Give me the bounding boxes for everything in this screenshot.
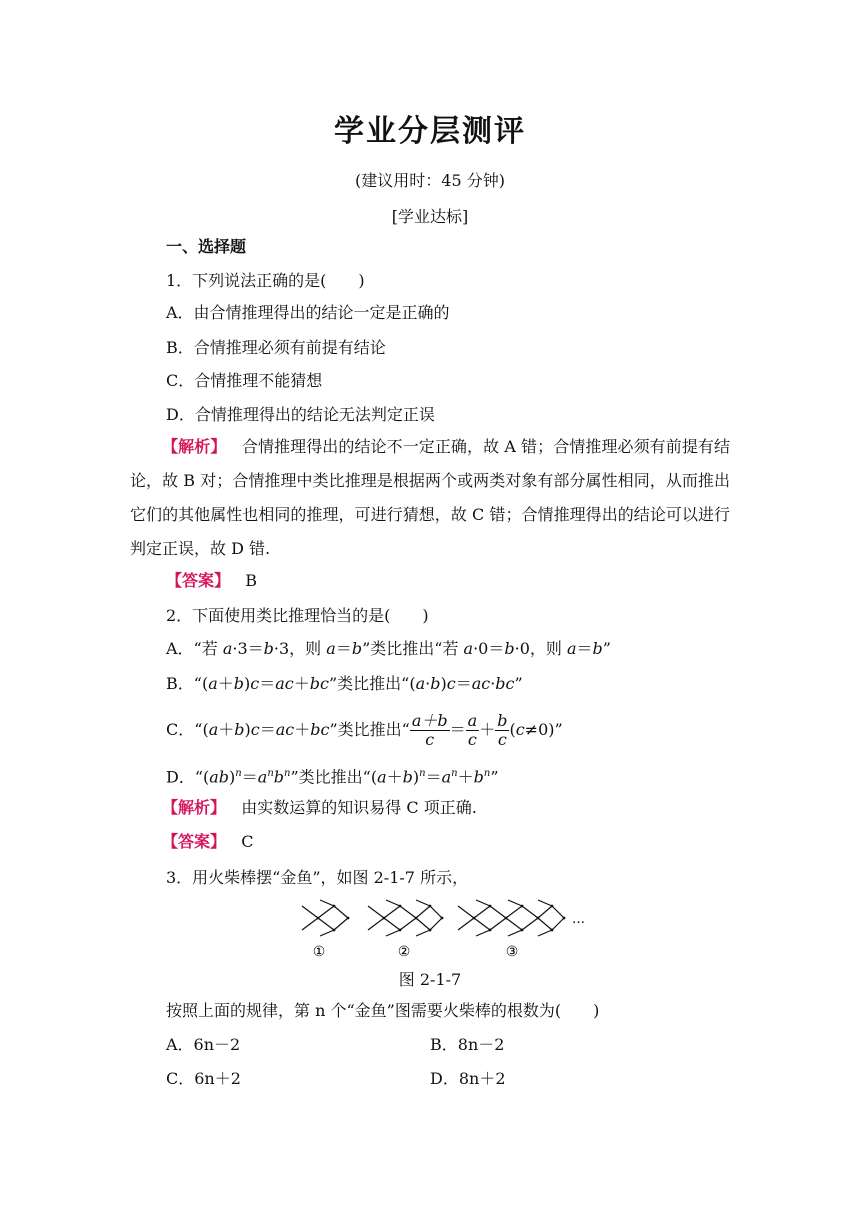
q3-option-a: A．6n－2 xyxy=(166,1035,241,1054)
q2-option-d: D．“$(ab)^n=a^nb^n$”类比推出“$(a+b)^n=a^n+b^n$” xyxy=(166,767,499,787)
q1-option-c: C．合情推理不能猜想 xyxy=(166,371,323,390)
q3-question: 按照上面的规律，第 n 个“金鱼”图需要火柴棒的根数为( ) xyxy=(166,1001,600,1020)
q2-answer: 【答案】 C xyxy=(162,832,254,851)
q2-option-c: C．“(a＋b)c＝ac＋bc”类比推出“ $\frac{a+b}{c}$ ＝ $\frac{a}{c}$ ＋ $\frac{b}{c}$ (c≠0)” xyxy=(166,711,563,749)
section-heading: 一、选择题 xyxy=(166,237,247,256)
q3-option-d: D．8n＋2 xyxy=(430,1069,506,1088)
q1-option-d: D．合情推理得出的结论无法判定正误 xyxy=(166,405,435,424)
q1-analysis-text: 合情推理得出的结论不一定正确，故 A 错；合情推理必须有前提有结论，故 B 对；合情推理中类比推理是根据两个或两类对象有部分属性相同，从而推出它们的其他属性也相同的推理，可进行猜想，故 C 错；合情推理得出的结论可以进行判定正误，故 D 错. xyxy=(130,437,730,558)
fraction-b-over-c: $\frac{b}{c}$ xyxy=(497,711,508,749)
q1-option-b: B．合情推理必须有前提有结论 xyxy=(166,338,386,357)
q2-analysis-text: 由实数运算的知识易得 C 项正确. xyxy=(241,798,477,817)
figure-caption: 图 2-1-7 xyxy=(398,970,462,989)
figure-label-3: ③ xyxy=(505,944,519,960)
q3-option-c: C．6n＋2 xyxy=(166,1069,241,1088)
q3-option-b: B．8n－2 xyxy=(430,1035,505,1054)
q3-stem: 3．用火柴棒摆“金鱼”，如图 2-1-7 所示， xyxy=(166,868,469,887)
q1-option-a: A．由合情推理得出的结论一定是正确的 xyxy=(166,303,450,322)
figure-label-2: ② xyxy=(397,944,411,960)
level-label: [学业达标] xyxy=(391,207,469,226)
goldfish-matchstick-figure xyxy=(300,896,620,962)
q1-analysis xyxy=(130,430,730,566)
page-title: 学业分层测评 xyxy=(334,114,526,149)
q2-stem: 2．下面使用类比推理恰当的是( ) xyxy=(166,606,429,625)
q1-answer xyxy=(166,570,257,592)
q1-stem: 1．下列说法正确的是( ) xyxy=(166,271,365,290)
q2-answer-value: C xyxy=(241,832,254,851)
fraction-a-plus-b-over-c: $\frac{a+b}{c}$ xyxy=(411,711,448,749)
q2-option-b: B．“(a＋b)c＝ac＋bc”类比推出“(a·b)c＝ac·bc” xyxy=(166,674,523,693)
time-note: (建议用时：45 分钟) xyxy=(355,171,505,190)
analysis-tag: 【解析】 xyxy=(162,437,227,456)
figure-ellipsis: … xyxy=(572,912,585,927)
goldfish-1 xyxy=(302,900,348,936)
figure-label-1: ① xyxy=(312,944,326,960)
answer-tag: 【答案】 xyxy=(166,571,231,590)
q1-answer-value: B xyxy=(245,571,258,590)
q2-analysis: 【解析】 由实数运算的知识易得 C 项正确. xyxy=(162,798,477,817)
q2-option-a: A．“若 a·3＝b·3，则 a＝b”类比推出“若 a·0＝b·0，则 a＝b” xyxy=(166,639,611,658)
fraction-a-over-c: $\frac{a}{c}$ xyxy=(467,711,478,749)
